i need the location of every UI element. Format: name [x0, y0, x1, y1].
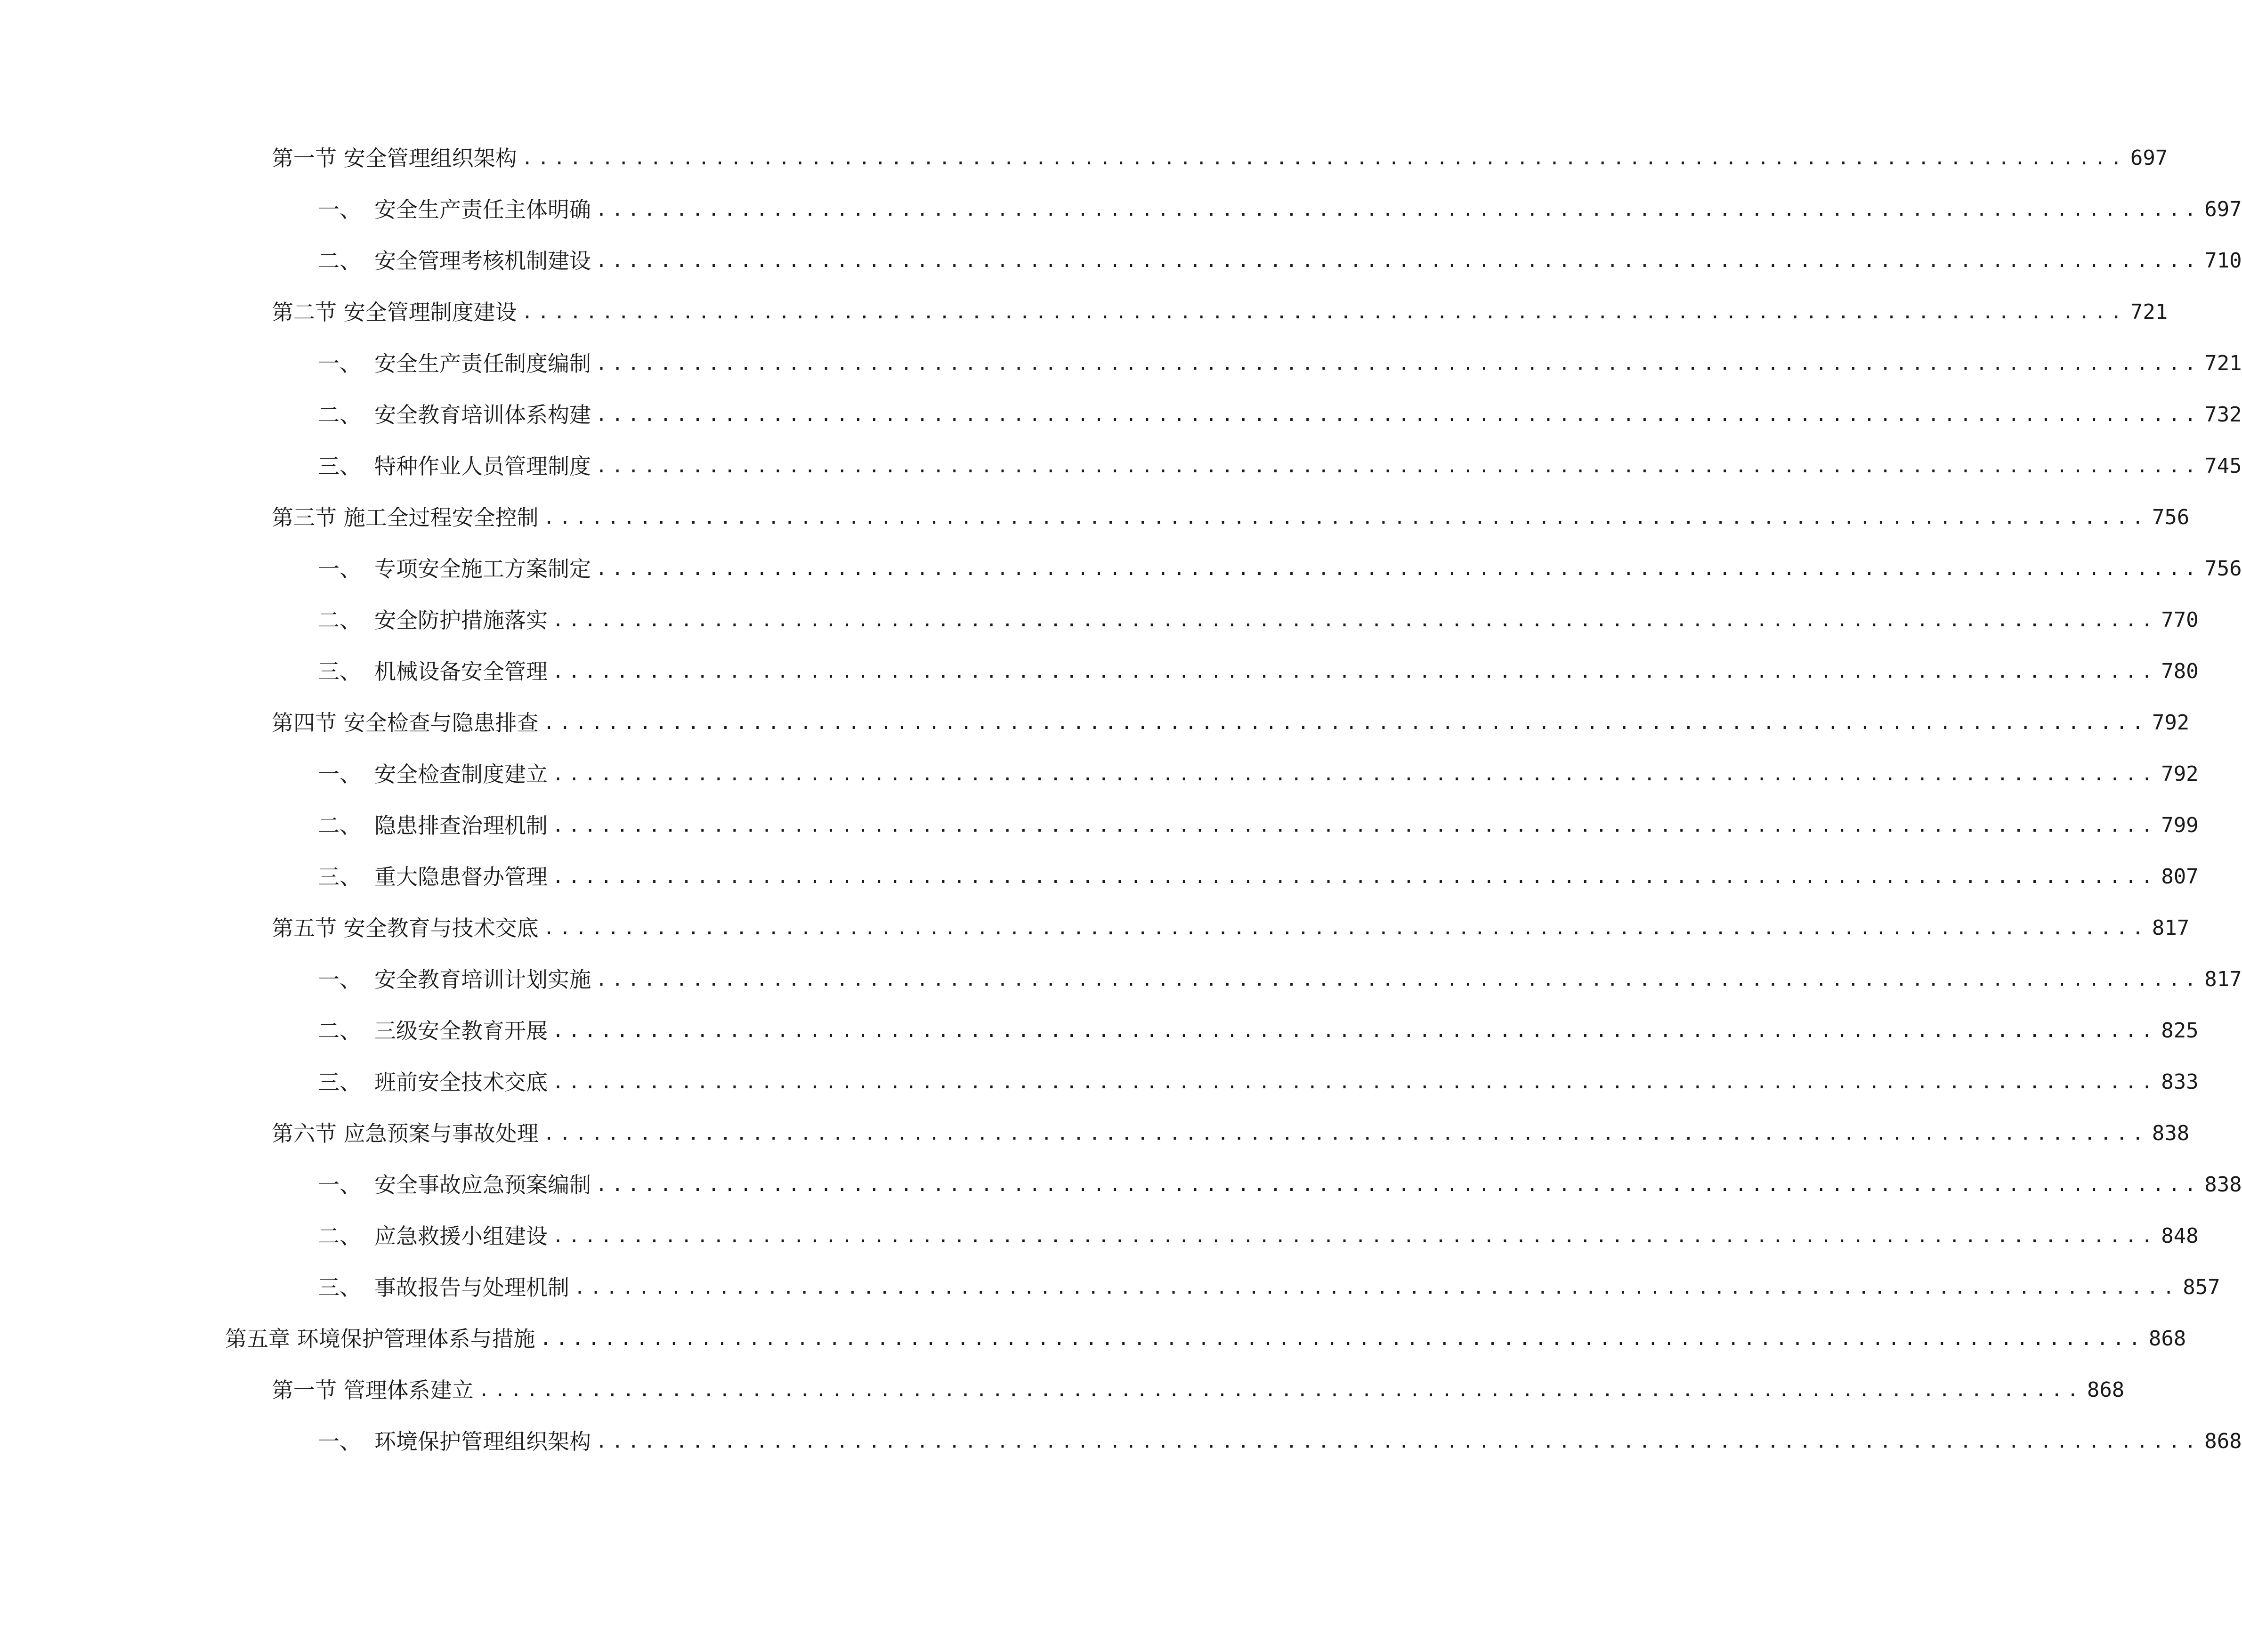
toc-entry-text: 安全教育培训体系构建 — [374, 402, 591, 428]
toc-entry-subsection[interactable] — [318, 242, 2242, 280]
dot-leader: .................................................................................................... — [543, 1123, 2148, 1144]
toc-entry-text: 安全管理考核机制建设 — [374, 248, 591, 274]
toc-page-number: 817 — [2204, 967, 2242, 991]
toc-entry-title: 第四节 安全检查与隐患排查 — [272, 710, 539, 736]
toc-entry-title — [318, 858, 552, 896]
toc-entry-title: 第六节 应急预案与事故处理 — [272, 1121, 539, 1146]
toc-page-number: 710 — [2204, 249, 2242, 273]
dot-leader: .................................................................................................... — [543, 712, 2148, 734]
toc-entry-title — [318, 1063, 552, 1101]
toc-entry-title — [318, 550, 596, 588]
toc-entry-number: 三、 — [318, 1275, 361, 1300]
toc-page-number: 756 — [2152, 505, 2190, 529]
dot-leader: .................................................................................................... — [478, 1379, 2083, 1401]
toc-entry-section[interactable] — [272, 139, 2168, 177]
toc-entry-title — [318, 1166, 596, 1204]
toc-entry-title — [318, 961, 596, 998]
toc-page-number: 745 — [2204, 454, 2242, 478]
dot-leader: .................................................................................................... — [596, 1174, 2201, 1196]
dot-leader: .................................................................................................... — [596, 969, 2201, 990]
toc-entry-text: 安全事故应急预案编制 — [374, 1172, 591, 1198]
toc-entry-title — [318, 1012, 552, 1050]
toc-entry-section[interactable] — [272, 293, 2168, 331]
toc-entry-number: 一、 — [318, 1172, 361, 1198]
toc-entry-chapter[interactable] — [225, 1320, 2186, 1358]
toc-entry-text: 应急救援小组建设 — [374, 1223, 548, 1249]
toc-entry-subsection[interactable] — [318, 1217, 2199, 1255]
dot-leader: .................................................................................................... — [552, 661, 2158, 682]
toc-entry-text: 环境保护管理组织架构 — [374, 1429, 591, 1454]
toc-page-number: 848 — [2161, 1224, 2199, 1248]
toc-entry-section[interactable] — [272, 1115, 2190, 1152]
toc-entry-number: 三、 — [318, 659, 361, 684]
toc-page-number: 697 — [2204, 197, 2242, 221]
toc-entry-subsection[interactable] — [318, 345, 2242, 382]
toc-entry-title: 第三节 施工全过程安全控制 — [272, 505, 539, 530]
toc-entry-subsection[interactable] — [318, 1063, 2199, 1101]
toc-entry-subsection[interactable] — [318, 601, 2199, 639]
toc-page-number: 770 — [2161, 608, 2199, 632]
toc-entry-title: 第二节 安全管理制度建设 — [272, 300, 517, 325]
toc-page-number: 833 — [2161, 1070, 2199, 1094]
toc-page-number: 807 — [2161, 865, 2199, 889]
toc-entry-title — [318, 653, 552, 690]
toc-entry-title — [318, 447, 596, 485]
toc-entry-number: 一、 — [318, 197, 361, 222]
toc-entry-number: 一、 — [318, 967, 361, 992]
toc-page-number: 732 — [2204, 403, 2242, 427]
dot-leader: .................................................................................................... — [552, 866, 2158, 888]
toc-entry-subsection[interactable] — [318, 1166, 2242, 1204]
toc-entry-title — [318, 396, 596, 434]
dot-leader: .................................................................................................... — [540, 1328, 2145, 1350]
toc-entry-subsection[interactable] — [318, 1012, 2199, 1050]
toc-entry-text: 特种作业人员管理制度 — [374, 453, 591, 479]
toc-page-number: 799 — [2161, 813, 2199, 837]
toc-entry-subsection[interactable] — [318, 858, 2199, 896]
dot-leader: .................................................................................................... — [521, 301, 2127, 323]
toc-entry-text: 专项安全施工方案制定 — [374, 556, 591, 582]
toc-entry-number: 一、 — [318, 1429, 361, 1454]
toc-page-number: 857 — [2183, 1275, 2220, 1299]
dot-leader: .................................................................................................... — [552, 763, 2158, 785]
toc-entry-section[interactable] — [272, 499, 2190, 536]
toc-entry-title — [318, 242, 596, 280]
toc-entry-number: 三、 — [318, 1069, 361, 1095]
toc-entry-number: 二、 — [318, 813, 361, 838]
toc-entry-subsection[interactable] — [318, 191, 2242, 228]
toc-entry-number: 三、 — [318, 864, 361, 890]
toc-page-number: 756 — [2204, 557, 2242, 581]
toc-entry-text: 安全教育培训计划实施 — [374, 967, 591, 992]
dot-leader: .................................................................................................... — [596, 455, 2201, 477]
toc-entry-title — [318, 191, 596, 228]
toc-entry-title — [318, 755, 552, 793]
toc-page-number: 838 — [2204, 1173, 2242, 1197]
toc-page-number: 817 — [2152, 916, 2190, 940]
toc-entry-subsection[interactable] — [318, 447, 2242, 485]
dot-leader: .................................................................................................... — [596, 199, 2201, 220]
toc-entry-number: 三、 — [318, 453, 361, 479]
toc-entry-title — [318, 1423, 596, 1460]
toc-entry-title: 第一节 管理体系建立 — [272, 1377, 474, 1403]
toc-entry-number: 二、 — [318, 248, 361, 274]
toc-entry-section[interactable] — [272, 704, 2190, 742]
toc-entry-title — [318, 601, 552, 639]
dot-leader: .................................................................................................... — [596, 353, 2201, 374]
dot-leader: .................................................................................................... — [596, 558, 2201, 580]
toc-page-number: 838 — [2152, 1121, 2190, 1145]
toc-page-number: 792 — [2152, 711, 2190, 735]
toc-page-number: 868 — [2087, 1378, 2125, 1402]
toc-entry-title — [318, 345, 596, 382]
toc-page-number: 780 — [2161, 659, 2199, 683]
toc-page-number: 721 — [2204, 351, 2242, 375]
dot-leader: .................................................................................................... — [543, 507, 2148, 528]
toc-page-number: 792 — [2161, 762, 2199, 786]
dot-leader: .................................................................................................... — [552, 1225, 2158, 1247]
dot-leader: .................................................................................................... — [521, 147, 2127, 169]
toc-entry-subsection[interactable] — [318, 1269, 2220, 1306]
toc-entry-subsection[interactable] — [318, 1423, 2242, 1460]
toc-entry-subsection[interactable] — [318, 807, 2199, 844]
toc-entry-title — [318, 1217, 552, 1255]
toc-page-number: 697 — [2130, 146, 2168, 170]
dot-leader: .................................................................................................... — [552, 609, 2158, 631]
dot-leader: .................................................................................................... — [574, 1277, 2179, 1298]
toc-page-number: 868 — [2204, 1429, 2242, 1453]
dot-leader: .................................................................................................... — [552, 1071, 2158, 1093]
toc-entry-number: 二、 — [318, 1223, 361, 1249]
toc-entry-text: 事故报告与处理机制 — [374, 1275, 569, 1300]
dot-leader: .................................................................................................... — [596, 250, 2201, 272]
toc-entry-section[interactable] — [272, 1371, 2125, 1409]
toc-entry-text: 三级安全教育开展 — [374, 1018, 548, 1044]
toc-entry-number: 一、 — [318, 761, 361, 787]
toc-entry-number: 二、 — [318, 607, 361, 633]
toc-entry-title: 第五章 环境保护管理体系与措施 — [225, 1326, 535, 1352]
toc-entry-text: 机械设备安全管理 — [374, 659, 548, 684]
toc-entry-subsection[interactable] — [318, 755, 2199, 793]
toc-entry-number: 二、 — [318, 1018, 361, 1044]
toc-entry-subsection[interactable] — [318, 653, 2199, 690]
toc-entry-title: 第五节 安全教育与技术交底 — [272, 915, 539, 941]
toc-entry-number: 一、 — [318, 556, 361, 582]
toc-entry-text: 班前安全技术交底 — [374, 1069, 548, 1095]
toc-entry-text: 重大隐患督办管理 — [374, 864, 548, 890]
toc-entry-text: 安全生产责任主体明确 — [374, 197, 591, 222]
toc-entry-section[interactable] — [272, 909, 2190, 947]
toc-entry-number: 二、 — [318, 402, 361, 428]
toc-page-number: 868 — [2148, 1327, 2186, 1351]
toc-entry-text: 安全生产责任制度编制 — [374, 351, 591, 376]
toc-page-number: 721 — [2130, 300, 2168, 324]
toc-page-number: 825 — [2161, 1019, 2199, 1043]
toc-entry-subsection[interactable] — [318, 396, 2242, 434]
toc-entry-subsection[interactable] — [318, 550, 2242, 588]
toc-entry-title: 第一节 安全管理组织架构 — [272, 146, 517, 171]
toc-entry-text: 安全防护措施落实 — [374, 607, 548, 633]
toc-entry-title — [318, 1269, 574, 1306]
dot-leader: .................................................................................................... — [543, 917, 2148, 939]
dot-leader: .................................................................................................... — [596, 404, 2201, 426]
dot-leader: .................................................................................................... — [596, 1431, 2201, 1452]
toc-entry-text: 安全检查制度建立 — [374, 761, 548, 787]
dot-leader: .................................................................................................... — [552, 1020, 2158, 1042]
toc-entry-title — [318, 807, 552, 844]
dot-leader: .................................................................................................... — [552, 815, 2158, 836]
toc-entry-subsection[interactable] — [318, 961, 2242, 998]
toc-entry-text: 隐患排查治理机制 — [374, 813, 548, 838]
toc-entry-number: 一、 — [318, 351, 361, 376]
